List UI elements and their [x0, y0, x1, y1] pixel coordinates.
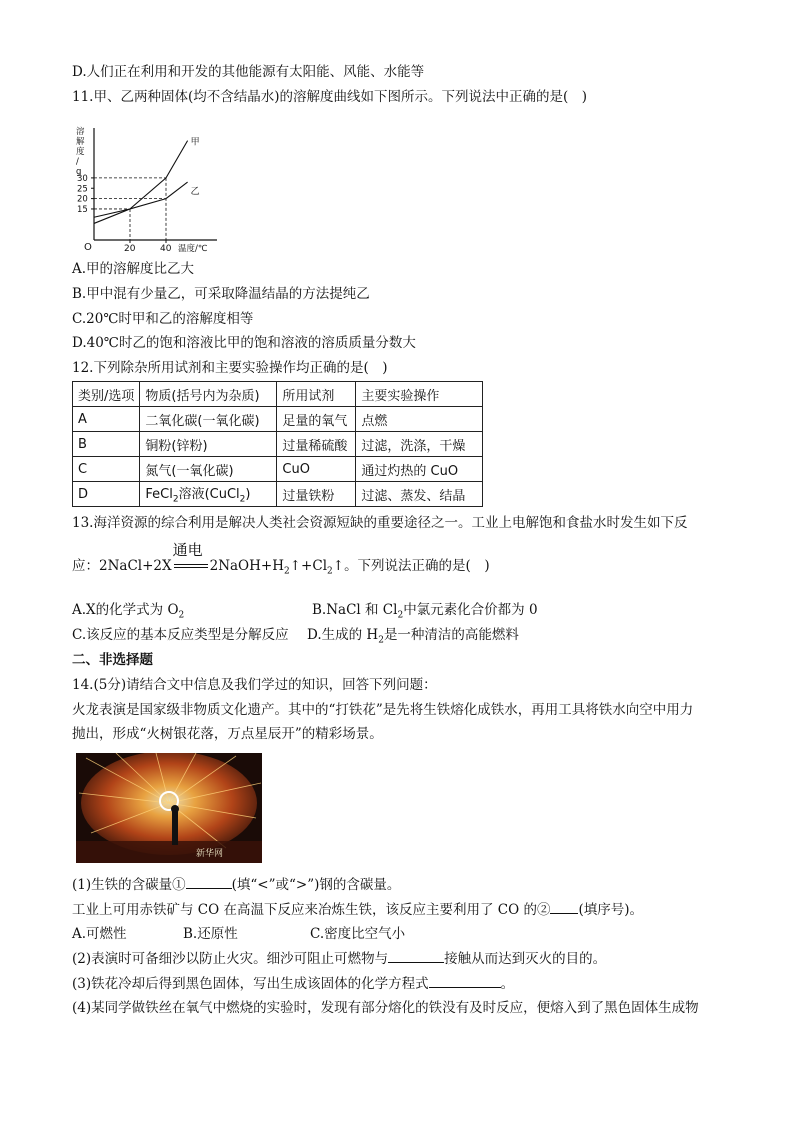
option-13d [307, 625, 519, 651]
x-tick-label: 40 [160, 244, 172, 252]
table-row [73, 432, 483, 457]
table-cell: 铜粉(锌粉) [140, 432, 277, 457]
option-13c: C.该反应的基本反应类型是分解反应 [72, 627, 289, 643]
table-header: 物质(括号内为杂质) [140, 382, 277, 407]
iron-flower-photo [76, 753, 262, 863]
option-10d: D.人们正在利用和开发的其他能源有太阳能、风能、水能等 [72, 64, 425, 80]
y-axis-label: 溶 [76, 127, 85, 137]
table-header-row [73, 382, 483, 407]
series-label: 乙 [190, 187, 200, 198]
question-14: 14.(5分)请结合文中信息及我们学过的知识，回答下列问题： [72, 677, 437, 693]
formula-part: FeCl [145, 487, 173, 503]
option-13b [312, 600, 538, 626]
y-tick-label: 20 [77, 194, 88, 205]
option-14a: A.可燃性 [72, 926, 127, 942]
table-cell: D [73, 482, 140, 507]
photo-watermark: 新华网 [196, 849, 224, 859]
table-cell: 足量的氧气 [277, 407, 356, 432]
formula-sub: 2 [327, 566, 333, 577]
table-cell: 通过灼热的 CuO [356, 457, 483, 482]
y-tick-label: 30 [77, 173, 88, 184]
table-row [73, 482, 483, 507]
option-text: 是一种清洁的高能燃料 [383, 627, 519, 643]
table-header: 所用试剂 [277, 382, 356, 407]
option-11a: A.甲的溶解度比乙大 [72, 261, 195, 277]
question-text: (填“<”或“>”)钢的含碳量。 [231, 877, 401, 893]
y-axis-label: 度 [76, 147, 85, 157]
question-text: 接触从而达到灭火的目的。 [444, 951, 607, 967]
question-text: (3)铁花冷却后得到黑色固体，写出生成该固体的化学方程式 [72, 976, 429, 992]
formula-sub: 2 [178, 610, 185, 621]
table-row [73, 407, 483, 432]
question-11: 11.甲、乙两种固体(均不含结晶水)的溶解度曲线如下图所示。下列说法中正确的是( ) [72, 89, 588, 105]
q14-part3 [72, 973, 514, 994]
x-axis-label: 温度/℃ [178, 244, 208, 252]
gas-arrow: ↑ [332, 558, 345, 574]
option-11d: D.40℃时乙的饱和溶液比甲的饱和溶液的溶质质量分数大 [72, 335, 416, 351]
table-cell: 过量稀硫酸 [277, 432, 356, 457]
purification-table [72, 381, 483, 507]
question-text: 。 [500, 976, 515, 992]
equation-line [72, 541, 490, 582]
y-axis-label: / [76, 157, 79, 167]
series-label: 甲 [190, 137, 200, 148]
question-text: 工业上可用赤铁矿与 CO 在高温下反应来冶炼生铁，该反应主要利用了 CO 的② [72, 902, 551, 918]
table-cell: B [73, 432, 140, 457]
q14-part1-b [72, 899, 643, 920]
solubility-chart [72, 124, 222, 252]
equation-products: 2NaOH+H [209, 558, 284, 574]
gas-arrow: ↑ [289, 558, 302, 574]
table-cell: CuO [277, 457, 356, 482]
reaction-condition [172, 541, 210, 576]
question-text: (填序号)。 [578, 902, 644, 918]
formula-part: 溶液(CuCl [178, 487, 240, 503]
series-line-1 [94, 141, 188, 224]
table-cell: 过量铁粉 [277, 482, 356, 507]
q14-part1 [72, 874, 400, 895]
y-axis-label: g [76, 167, 82, 177]
y-tick-label: 25 [77, 184, 88, 195]
option-11b: B.甲中混有少量乙，可采取降温结晶的方法提纯乙 [72, 286, 370, 302]
passage-line: 抛出，形成“火树银花落，万点星辰开”的精彩场景。 [72, 726, 383, 742]
formula-part: +Cl [301, 558, 328, 574]
answer-blank[interactable] [429, 973, 501, 988]
x-tick-label: 20 [124, 244, 136, 252]
option-text: B.NaCl 和 Cl [312, 602, 398, 618]
option-text: 中氯元素化合价都为 0 [403, 602, 538, 618]
table-row [73, 457, 483, 482]
y-axis-label: 解 [76, 137, 85, 147]
y-tick-label: 15 [77, 204, 88, 215]
table-cell: 过滤、蒸发、结晶 [356, 482, 483, 507]
formula-sub: 2 [284, 566, 290, 577]
origin-label: O [84, 242, 92, 252]
option-14b: B.还原性 [183, 926, 238, 942]
option-text: A.X的化学式为 O [72, 602, 179, 618]
section-heading: 二、非选择题 [72, 652, 153, 668]
answer-blank[interactable] [388, 948, 444, 963]
table-cell: 点燃 [356, 407, 483, 432]
passage-line: 火龙表演是国家级非物质文化遗产。其中的“打铁花”是先将生铁熔化成铁水，再用工具将铁水向空中用力 [72, 702, 694, 718]
equation-reactants: 应：2NaCl+2X [72, 558, 172, 574]
question-12: 12.下列除杂所用试剂和主要实验操作均正确的是( ) [72, 360, 388, 376]
table-cell: A [73, 407, 140, 432]
option-14c: C.密度比空气小 [310, 926, 406, 942]
table-cell: 二氧化碳(一氧化碳) [140, 407, 277, 432]
table-cell: C [73, 457, 140, 482]
formula-part: ) [245, 487, 251, 503]
formula-sub: 2 [172, 494, 179, 505]
q14-part2 [72, 948, 606, 969]
formula-sub: 2 [378, 635, 384, 646]
table-cell: 过滤，洗涤，干燥 [356, 432, 483, 457]
table-cell [140, 482, 277, 507]
formula-sub: 2 [397, 610, 404, 621]
answer-blank[interactable] [550, 899, 578, 914]
question-text: (2)表演时可备细沙以防止火灾。细沙可阻止可燃物与 [72, 951, 389, 967]
formula-sub: 2 [239, 494, 246, 505]
condition-text: 通电 [172, 541, 203, 559]
answer-blank[interactable] [186, 874, 232, 889]
table-header: 类别/选项 [73, 382, 140, 407]
option-13a [72, 600, 184, 626]
question-13: 13.海洋资源的综合利用是解决人类社会资源短缺的重要途径之一。工业上电解饱和食盐水时发生如下反 [72, 515, 688, 531]
option-text: D.生成的 H [307, 627, 379, 643]
q14-part4: (4)某同学做铁丝在氧气中燃烧的实验时，发现有部分熔化的铁没有及时反应，便熔入到了黑色固体生成物 [72, 1000, 699, 1016]
question-suffix: 。下列说法正确的是( ) [344, 558, 490, 574]
option-11c: C.20℃时甲和乙的溶解度相等 [72, 311, 254, 327]
table-cell: 氮气(一氧化碳) [140, 457, 277, 482]
table-header: 主要实验操作 [356, 382, 483, 407]
question-text: (1)生铁的含碳量① [72, 877, 186, 893]
